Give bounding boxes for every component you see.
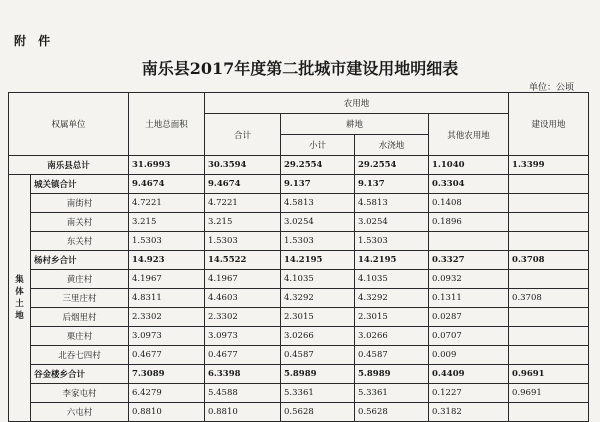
subtotal-row (9, 175, 589, 194)
row-name: 南街村 (31, 194, 129, 213)
row-name: 东关村 (31, 232, 129, 251)
cell-total: 0.4677 (129, 346, 205, 365)
attachment-label: 附 件 (14, 34, 55, 48)
cell-other: 0.0932 (429, 270, 509, 289)
header-agri-land: 农用地 (205, 93, 509, 114)
cell-total: 4.1967 (129, 270, 205, 289)
cell-agri: 0.8810 (205, 403, 281, 422)
cell-agri: 1.5303 (205, 232, 281, 251)
cell-irrigated: 14.2195 (355, 251, 429, 270)
row-name: 南关村 (31, 213, 129, 232)
cell-construction: 0.3708 (509, 289, 589, 308)
header-total-area: 土地总面积 (129, 93, 205, 156)
cell-other: 0.0287 (429, 308, 509, 327)
cell-total: 0.8810 (129, 403, 205, 422)
cell-irrigated: 4.1035 (355, 270, 429, 289)
subtotal-row (9, 251, 589, 270)
cell-construction (509, 346, 589, 365)
cell-subtotal: 0.5628 (281, 403, 355, 422)
cell-subtotal: 5.3361 (281, 384, 355, 403)
cell-construction (509, 308, 589, 327)
cell-subtotal: 1.5303 (281, 232, 355, 251)
grand-total-construction: 1.3399 (509, 156, 589, 175)
row-name: 城关镇合计 (31, 175, 129, 194)
cell-irrigated: 5.3361 (355, 384, 429, 403)
group-label: 集体土地 (9, 175, 31, 422)
row-name: 北吞七四村 (31, 346, 129, 365)
cell-subtotal: 9.137 (281, 175, 355, 194)
cell-total: 4.8311 (129, 289, 205, 308)
grand-total-irrigated: 29.2554 (355, 156, 429, 175)
cell-subtotal: 14.2195 (281, 251, 355, 270)
grand-total-name: 南乐县总计 (9, 156, 129, 175)
grand-total-other: 1.1040 (429, 156, 509, 175)
cell-agri: 9.4674 (205, 175, 281, 194)
subtotal-row (9, 365, 589, 384)
cell-irrigated: 2.3015 (355, 308, 429, 327)
cell-total: 14.923 (129, 251, 205, 270)
header-construction: 建设用地 (509, 93, 589, 156)
cell-construction (509, 194, 589, 213)
cell-irrigated: 4.3292 (355, 289, 429, 308)
cell-other: 0.4409 (429, 365, 509, 384)
cell-total: 6.4279 (129, 384, 205, 403)
row-name: 黄庄村 (31, 270, 129, 289)
land-detail-table (8, 92, 589, 422)
cell-subtotal: 5.8989 (281, 365, 355, 384)
cell-agri: 2.3302 (205, 308, 281, 327)
cell-other: 0.0707 (429, 327, 509, 346)
cell-other: 0.1227 (429, 384, 509, 403)
row-name: 杨村乡合计 (31, 251, 129, 270)
cell-other: 0.3182 (429, 403, 509, 422)
table-row (9, 270, 589, 289)
cell-irrigated: 0.5628 (355, 403, 429, 422)
cell-agri: 5.4588 (205, 384, 281, 403)
cell-construction (509, 175, 589, 194)
cell-total: 3.215 (129, 213, 205, 232)
row-name: 谷金楼乡合计 (31, 365, 129, 384)
cell-irrigated: 5.8989 (355, 365, 429, 384)
cell-irrigated: 9.137 (355, 175, 429, 194)
cell-irrigated: 0.4587 (355, 346, 429, 365)
grand-total-row (9, 156, 589, 175)
cell-construction (509, 270, 589, 289)
cell-total: 9.4674 (129, 175, 205, 194)
cell-other: 0.3327 (429, 251, 509, 270)
cell-total: 7.3089 (129, 365, 205, 384)
cell-irrigated: 3.0254 (355, 213, 429, 232)
header-irrigated: 水浇地 (355, 135, 429, 156)
cell-agri: 3.215 (205, 213, 281, 232)
table-row (9, 213, 589, 232)
cell-agri: 0.4677 (205, 346, 281, 365)
cell-agri: 4.1967 (205, 270, 281, 289)
header-arable: 耕地 (281, 114, 429, 135)
unit-label: 单位：公顷 (528, 83, 574, 93)
cell-total: 1.5303 (129, 232, 205, 251)
row-name: 后烟里村 (31, 308, 129, 327)
cell-subtotal: 4.3292 (281, 289, 355, 308)
cell-construction: 0.3708 (509, 251, 589, 270)
cell-total: 4.7221 (129, 194, 205, 213)
table-row (9, 308, 589, 327)
table-row (9, 403, 589, 422)
cell-irrigated: 1.5303 (355, 232, 429, 251)
cell-construction: 0.9691 (509, 384, 589, 403)
row-name: 李家屯村 (31, 384, 129, 403)
grand-total-total: 31.6993 (129, 156, 205, 175)
header-arable-subtotal: 小计 (281, 135, 355, 156)
cell-other (429, 232, 509, 251)
cell-construction: 0.9691 (509, 365, 589, 384)
table-row (9, 327, 589, 346)
cell-other: 0.1408 (429, 194, 509, 213)
row-name: 六屯村 (31, 403, 129, 422)
cell-agri: 14.5522 (205, 251, 281, 270)
cell-agri: 4.4603 (205, 289, 281, 308)
table-row (9, 384, 589, 403)
table-row (9, 289, 589, 308)
cell-agri: 4.7221 (205, 194, 281, 213)
grand-total-agri: 30.3594 (205, 156, 281, 175)
header-agri-total: 合计 (205, 114, 281, 156)
table-row (9, 232, 589, 251)
cell-subtotal: 2.3015 (281, 308, 355, 327)
cell-agri: 3.0973 (205, 327, 281, 346)
cell-subtotal: 0.4587 (281, 346, 355, 365)
header-other-agri: 其他农用地 (429, 114, 509, 156)
cell-other: 0.3304 (429, 175, 509, 194)
row-name: 三里庄村 (31, 289, 129, 308)
cell-construction (509, 327, 589, 346)
cell-subtotal: 3.0266 (281, 327, 355, 346)
cell-agri: 6.3398 (205, 365, 281, 384)
table-row (9, 346, 589, 365)
cell-subtotal: 4.1035 (281, 270, 355, 289)
table-row (9, 194, 589, 213)
grand-total-subtotal: 29.2554 (281, 156, 355, 175)
cell-irrigated: 4.5813 (355, 194, 429, 213)
page-title: 南乐县2017年度第二批城市建设用地明细表 (141, 59, 459, 78)
cell-construction (509, 213, 589, 232)
cell-subtotal: 4.5813 (281, 194, 355, 213)
cell-irrigated: 3.0266 (355, 327, 429, 346)
cell-other: 0.1311 (429, 289, 509, 308)
cell-other: 0.1896 (429, 213, 509, 232)
cell-subtotal: 3.0254 (281, 213, 355, 232)
cell-other: 0.009 (429, 346, 509, 365)
cell-total: 3.0973 (129, 327, 205, 346)
header-owner: 权属单位 (9, 93, 129, 156)
row-name: 栗庄村 (31, 327, 129, 346)
cell-total: 2.3302 (129, 308, 205, 327)
cell-construction (509, 403, 589, 422)
cell-construction (509, 232, 589, 251)
